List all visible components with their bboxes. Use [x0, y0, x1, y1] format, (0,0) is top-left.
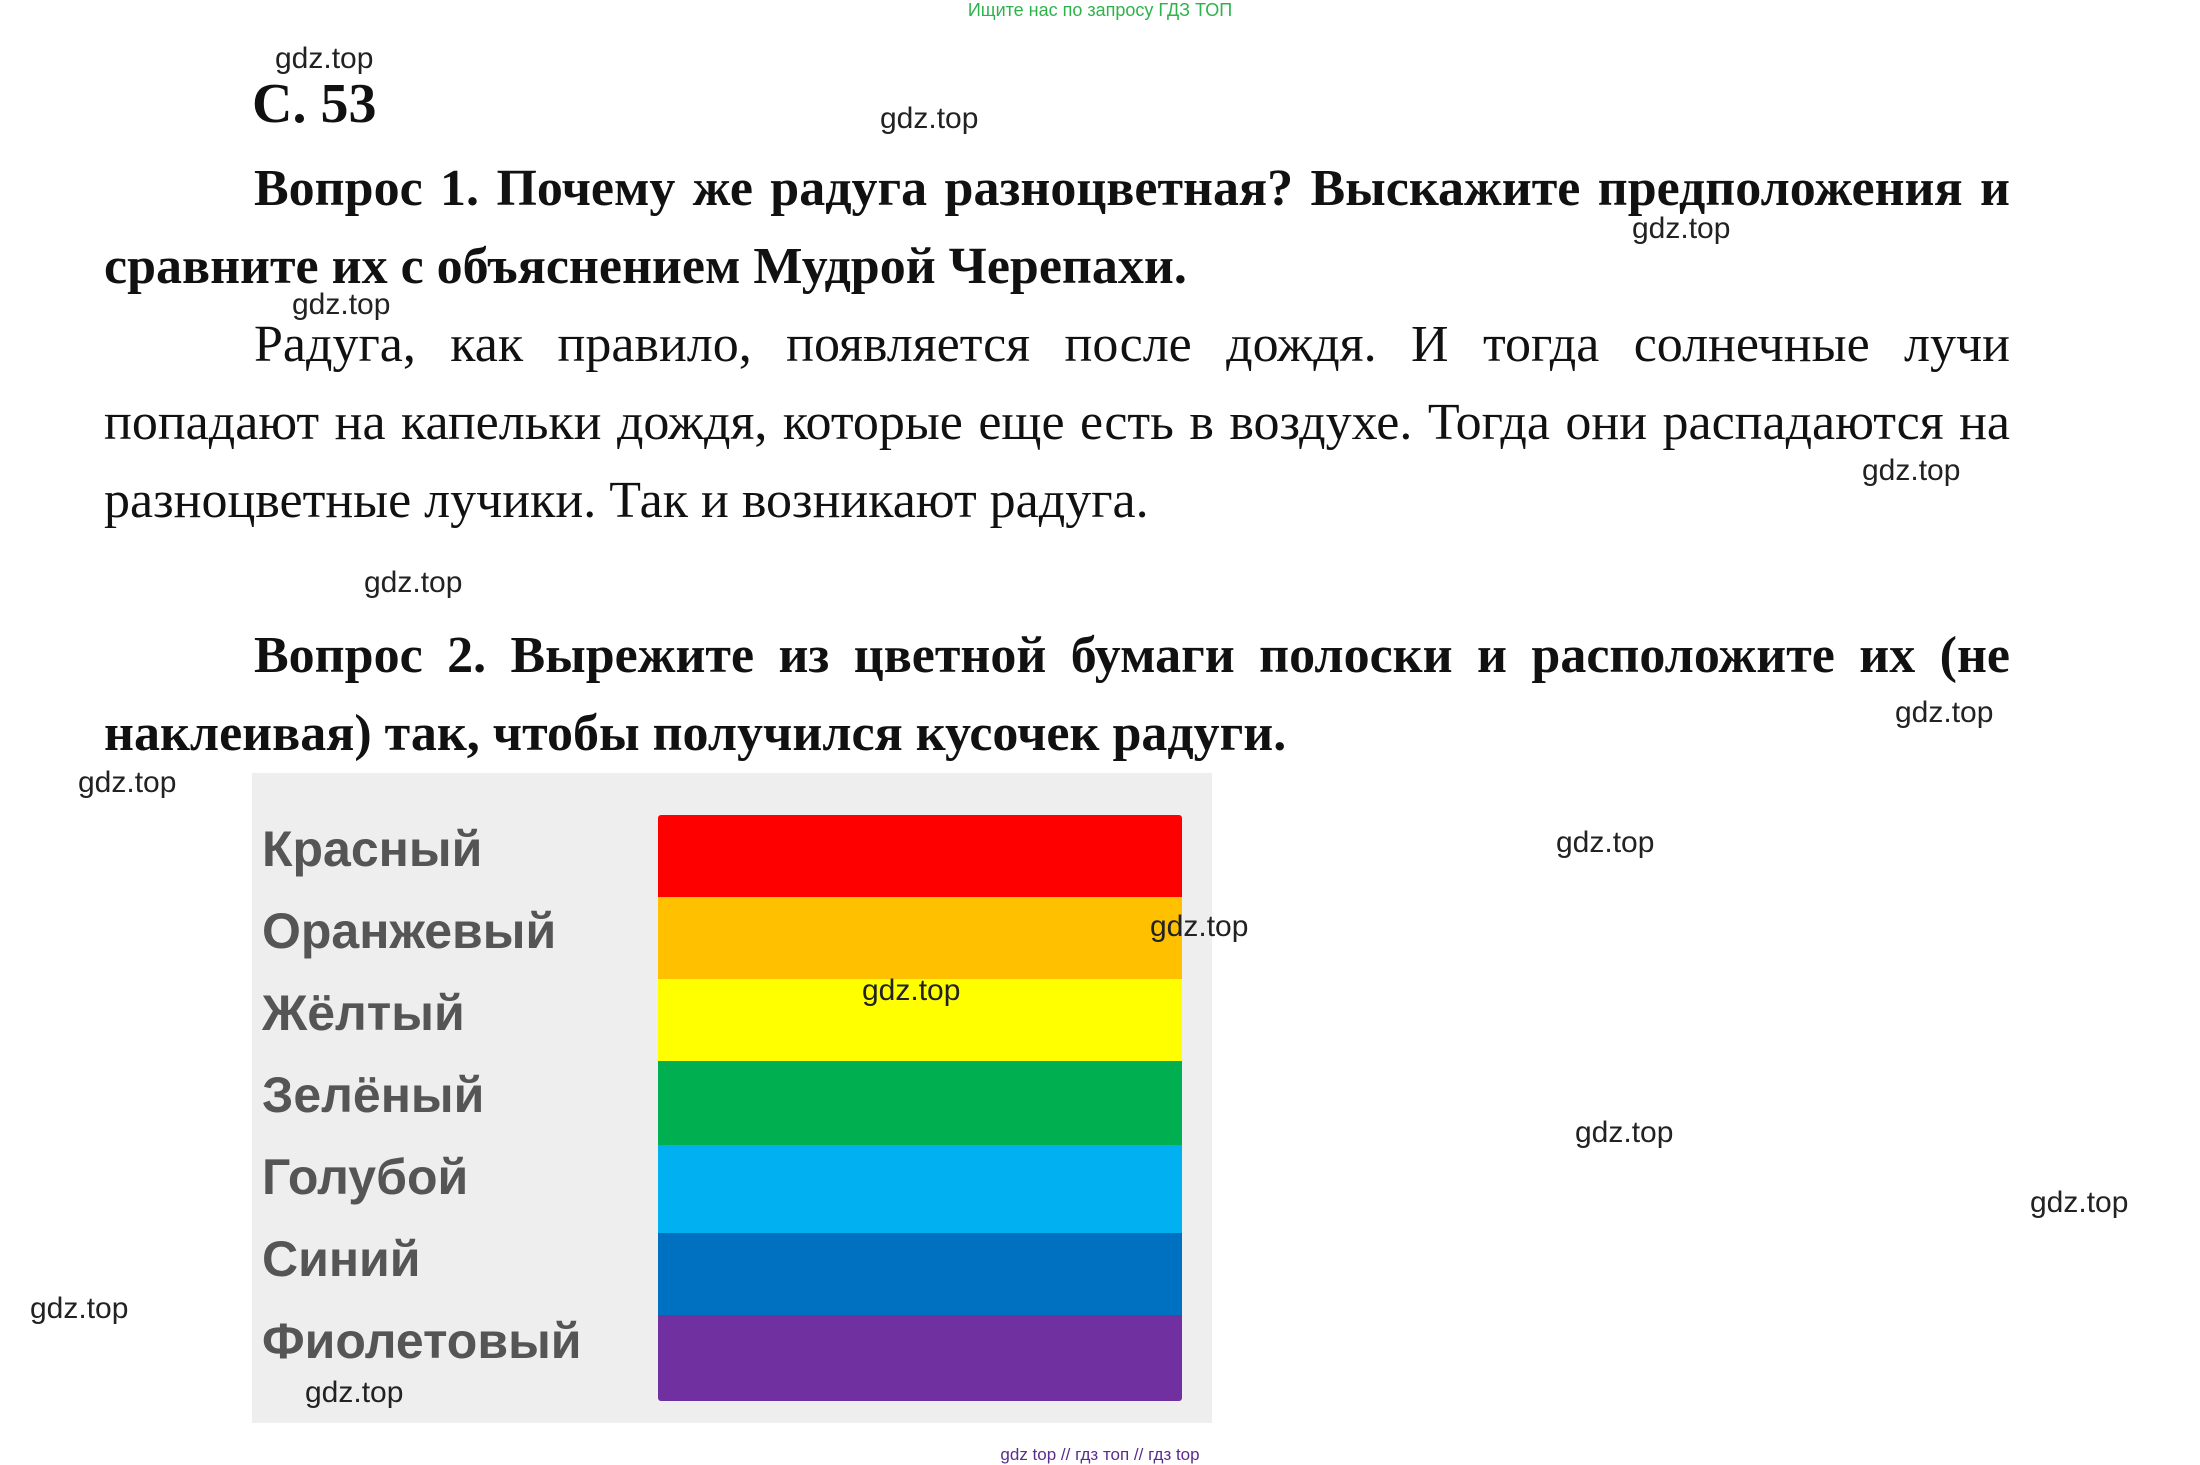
top-banner: Ищите нас по запросу ГДЗ ТОП	[967, 0, 1233, 20]
watermark: gdz.top	[30, 1292, 129, 1325]
question-2: Вопрос 2. Вырежите из цветной бумаги полоски и расположите их (не наклеивая) так, чтобы получился кусочек радуги.	[104, 627, 2010, 762]
watermark: gdz.top	[1150, 910, 1249, 943]
watermark: gdz.top	[1895, 696, 1994, 729]
color-label-green: Зелёный	[262, 1067, 485, 1123]
watermark: gdz.top	[305, 1376, 404, 1409]
rainbow-stripes	[658, 815, 1182, 1401]
stripe-violet	[658, 1315, 1182, 1401]
color-label-violet: Фиолетовый	[262, 1313, 582, 1369]
answer-1: Радуга, как правило, появляется после дождя. И тогда солнечные лучи попадают на капельки дождя, которые еще есть в воздухе. Тогда они распадаются на разноцветные лучики. Так и возникают радуга.	[104, 316, 2010, 529]
color-label-blue: Синий	[262, 1231, 421, 1287]
stripe-red	[658, 815, 1182, 897]
stripe-light-blue	[658, 1145, 1182, 1233]
color-label-light-blue: Голубой	[262, 1149, 469, 1205]
rainbow-figure	[252, 773, 1212, 1423]
watermark: gdz.top	[2030, 1186, 2129, 1219]
question-1: Вопрос 1. Почему же радуга разноцветная? Выскажите предположения и сравните их с объяснением Мудрой Черепахи.	[104, 160, 2010, 295]
stripe-blue	[658, 1233, 1182, 1315]
watermark: gdz.top	[292, 288, 391, 321]
bottom-banner: gdz top // гдз топ // гдз top	[1000, 1445, 1200, 1464]
color-labels	[262, 808, 582, 1382]
stripe-green	[658, 1061, 1182, 1145]
watermark: gdz.top	[364, 566, 463, 599]
watermark: gdz.top	[78, 766, 177, 799]
stripe-orange	[658, 897, 1182, 979]
color-label-orange: Оранжевый	[262, 903, 557, 959]
watermark: gdz.top	[1575, 1116, 1674, 1149]
color-label-yellow: Жёлтый	[262, 985, 465, 1041]
page-number: С. 53	[252, 73, 377, 135]
watermark: gdz.top	[275, 42, 374, 75]
watermark: gdz.top	[1556, 826, 1655, 859]
watermark: gdz.top	[1632, 212, 1731, 245]
color-label-red: Красный	[262, 821, 483, 877]
watermark: gdz.top	[862, 974, 961, 1007]
watermark: gdz.top	[880, 102, 979, 135]
watermark: gdz.top	[1862, 454, 1961, 487]
